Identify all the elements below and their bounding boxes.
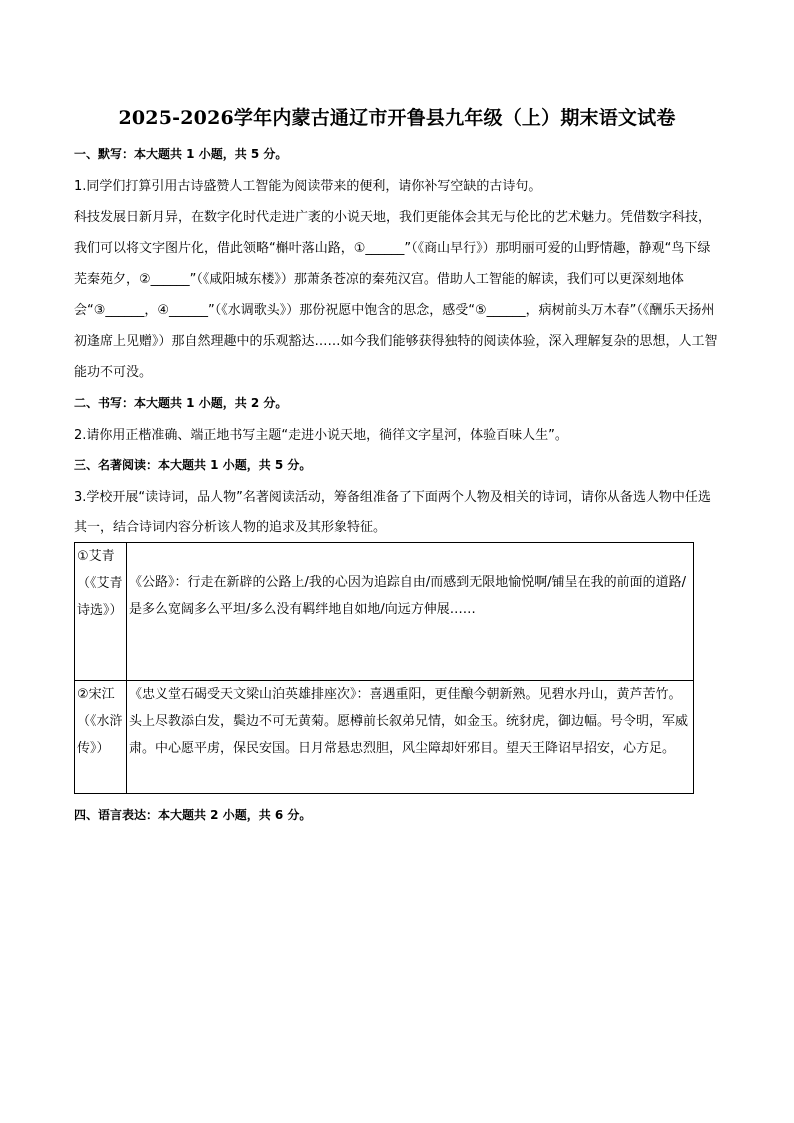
section-heading-3: 三、名著阅读：本大题共 1 小题，共 5 分。 <box>74 458 312 472</box>
poem-cell: 《公路》：行走在新辟的公路上/我的心因为追踪自由/而感到无限地愉悦啊/铺呈在我的前面的道路/是多么宽阔多么平坦/多么没有羁绊地自如地/向远方伸展…… <box>127 543 694 681</box>
question-2-text: 2.请你用正楷准确、端正地书写主题“走进小说天地，徜徉文字星河，体验百味人生”。 <box>74 428 568 443</box>
character-poem-table <box>74 542 694 794</box>
question-1-prompt: 1.同学们打算引用古诗盛赞人工智能为阅读带来的便利，请你补写空缺的古诗句。 <box>74 179 542 194</box>
character-cell: ①艾青（《艾青诗选》） <box>75 543 127 681</box>
exam-title: 2025-2026学年内蒙古通辽市开鲁县九年级（上）期末语文试卷 <box>118 107 676 129</box>
question-3-prompt: 3.学校开展“读诗词，品人物”名著阅读活动，筹备组准备了下面两个人物及相关的诗词，请你从备选人物中任选其一，结合诗词内容分析该人物的追求及其形象特征。 <box>74 490 711 535</box>
character-cell: ②宋江（《水浒传》） <box>75 681 127 794</box>
question-1-body: 科技发展日新月异，在数字化时代走进广袤的小说天地，我们更能体会其无与伦比的艺术魅力。凭借数字科技，我们可以将文字图片化，借此领略“槲叶落山路，①______”（《商山早行》）那明丽可爱的山野情趣，静观“鸟下绿芜秦苑夕，②______”（《咸阳城东楼》）那萧条苍凉的秦苑汉宫。借助人工智能的解读，我们可以更深刻地体会“③______，④______”（《水调歌头》）那份祝愿中饱含的思念，感受“⑤______，病树前头万木春”（《酬乐天扬州初逢席上见赠》）那自然理趣中的乐观豁达……如今我们能够获得独特的阅读体验，深入理解复杂的思想，人工智能功不可没。 <box>74 210 718 380</box>
table-row <box>75 543 694 681</box>
section-heading-4: 四、语言表达：本大题共 2 小题，共 6 分。 <box>74 808 312 822</box>
section-heading-2: 二、书写：本大题共 1 小题，共 2 分。 <box>74 396 288 410</box>
poem-cell: 《忠义堂石碣受天文梁山泊英雄排座次》：喜遇重阳，更佳酿今朝新熟。见碧水丹山，黄芦苦竹。头上尽教添白发，鬓边不可无黄菊。愿樽前长叙弟兄情，如金玉。统豺虎，御边幅。号令明，军威肃。中心愿平虏，保民安国。日月常悬忠烈胆，风尘障却奸邪目。望天王降诏早招安，心方足。 <box>127 681 694 794</box>
table-row <box>75 681 694 794</box>
section-heading-1: 一、默写：本大题共 1 小题，共 5 分。 <box>74 147 288 161</box>
